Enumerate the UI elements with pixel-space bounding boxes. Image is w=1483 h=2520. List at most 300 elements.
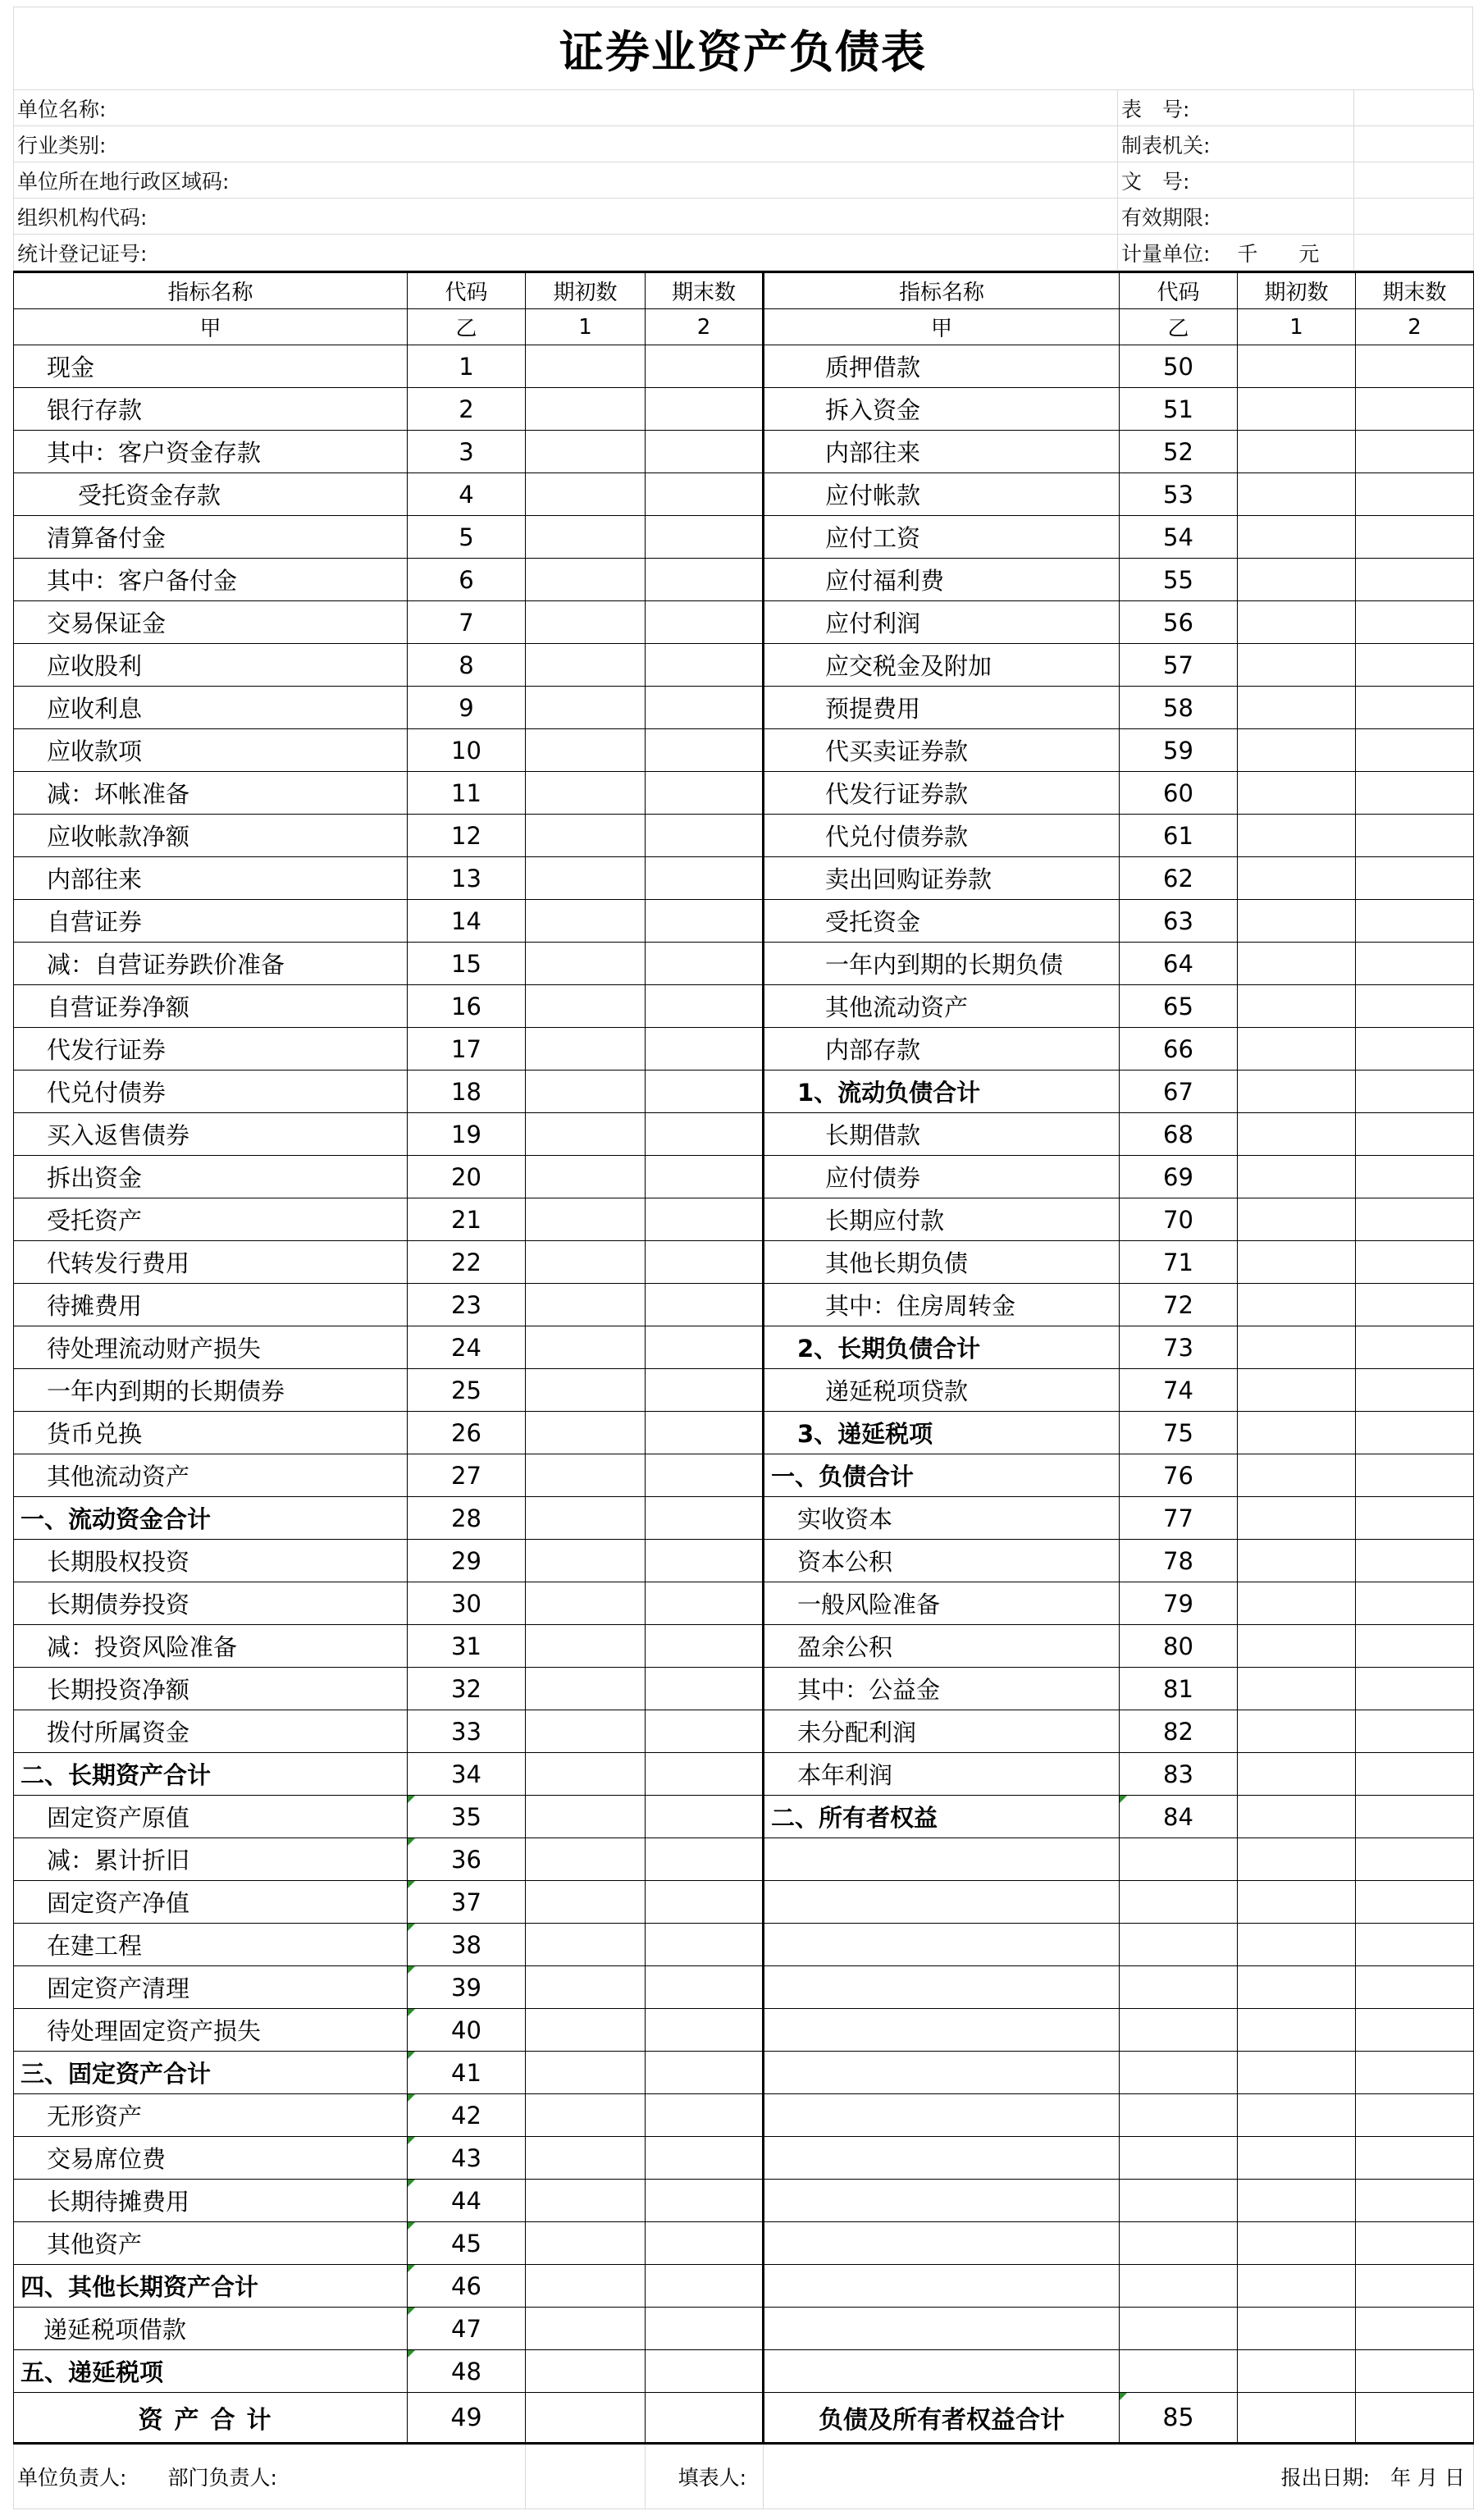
- left-end-value[interactable]: [646, 1284, 764, 1326]
- table-row: [14, 1796, 1474, 1838]
- left-begin-value[interactable]: [526, 1625, 646, 1668]
- right-begin-value[interactable]: [1238, 900, 1356, 943]
- left-indicator-code: 28: [408, 1497, 526, 1540]
- table-row: [14, 2052, 1474, 2094]
- right-begin-value[interactable]: [1238, 1198, 1356, 1241]
- right-begin-value[interactable]: [1238, 1838, 1356, 1881]
- right-indicator-code: 70: [1120, 1198, 1238, 1241]
- right-end-value[interactable]: [1356, 345, 1474, 388]
- right-begin-value[interactable]: [1238, 1113, 1356, 1156]
- right-begin-value[interactable]: [1238, 687, 1356, 729]
- unit-of-measure-value[interactable]: [1354, 235, 1474, 271]
- right-end-value[interactable]: [1356, 1284, 1474, 1326]
- right-indicator-code: 66: [1120, 1028, 1238, 1071]
- left-end-value[interactable]: [646, 1710, 764, 1753]
- right-end-value[interactable]: [1356, 1156, 1474, 1198]
- left-end-value[interactable]: [646, 985, 764, 1028]
- right-end-value[interactable]: [1356, 985, 1474, 1028]
- right-indicator-name: 实收资本: [764, 1497, 1120, 1540]
- left-indicator-code: 31: [408, 1625, 526, 1668]
- left-end-value[interactable]: [646, 1625, 764, 1668]
- left-begin-value[interactable]: [526, 2265, 646, 2308]
- left-indicator-name: 三、固定资产合计: [14, 2052, 408, 2094]
- left-end-value[interactable]: [646, 1326, 764, 1369]
- left-begin-value[interactable]: [526, 1326, 646, 1369]
- left-begin-value[interactable]: [526, 1668, 646, 1710]
- table-row: [14, 900, 1474, 943]
- right-end-value[interactable]: [1356, 2180, 1474, 2222]
- table-row: [14, 559, 1474, 601]
- right-end-value[interactable]: [1356, 900, 1474, 943]
- right-begin-value[interactable]: [1238, 2137, 1356, 2180]
- right-end-value[interactable]: [1356, 2308, 1474, 2350]
- right-end-value[interactable]: [1356, 772, 1474, 815]
- right-empty-code: [1120, 2180, 1238, 2222]
- left-begin-value[interactable]: [526, 1796, 646, 1838]
- right-end-value[interactable]: [1356, 1198, 1474, 1241]
- right-begin-value[interactable]: [1238, 388, 1356, 431]
- left-end-value[interactable]: [646, 2222, 764, 2265]
- left-begin-value[interactable]: [526, 559, 646, 601]
- left-indicator-name: 减：投资风险准备: [14, 1625, 408, 1668]
- right-empty-code: [1120, 2094, 1238, 2137]
- left-end-value[interactable]: [646, 516, 764, 559]
- left-indicator-name: 其他资产: [14, 2222, 408, 2265]
- right-begin-value[interactable]: [1238, 2350, 1356, 2393]
- left-end-value[interactable]: [646, 388, 764, 431]
- left-indicator-name: 现金: [14, 345, 408, 388]
- left-begin-value[interactable]: [526, 1540, 646, 1582]
- right-end-value[interactable]: [1356, 2350, 1474, 2393]
- left-indicator-name: 自营证券: [14, 900, 408, 943]
- left-begin-value[interactable]: [526, 1028, 646, 1071]
- table-row: [14, 1710, 1474, 1753]
- table-row: [14, 516, 1474, 559]
- right-end-value[interactable]: [1356, 431, 1474, 473]
- left-begin-value[interactable]: [526, 1198, 646, 1241]
- right-begin-value[interactable]: [1238, 1028, 1356, 1071]
- right-indicator-code: 61: [1120, 815, 1238, 857]
- total-assets-label: 资产合计: [14, 2393, 408, 2444]
- left-indicator-name: 内部往来: [14, 857, 408, 900]
- unit-name-field[interactable]: 单位名称:: [14, 90, 1118, 126]
- left-indicator-code: 14: [408, 900, 526, 943]
- right-indicator-code: 65: [1120, 985, 1238, 1028]
- table-row: [14, 772, 1474, 815]
- table-row: [14, 1625, 1474, 1668]
- left-begin-value[interactable]: [526, 1454, 646, 1497]
- left-end-value[interactable]: [646, 1582, 764, 1625]
- right-end-value[interactable]: [1356, 1241, 1474, 1284]
- right-begin-value[interactable]: [1238, 2222, 1356, 2265]
- right-end-value[interactable]: [1356, 644, 1474, 687]
- left-end-value[interactable]: [646, 1838, 764, 1881]
- left-begin-value[interactable]: [526, 644, 646, 687]
- right-end-value[interactable]: [1356, 1540, 1474, 1582]
- right-end-value[interactable]: [1356, 1753, 1474, 1796]
- right-empty-code: [1120, 2350, 1238, 2393]
- table-row: [14, 2137, 1474, 2180]
- total-liabilities-equity-end[interactable]: [1356, 2393, 1474, 2444]
- right-end-value[interactable]: [1356, 601, 1474, 644]
- right-begin-value[interactable]: [1238, 1966, 1356, 2009]
- left-indicator-code: 41: [408, 2052, 526, 2094]
- right-end-value[interactable]: [1356, 2094, 1474, 2137]
- left-end-value[interactable]: [646, 1454, 764, 1497]
- left-indicator-name: 一、流动资金合计: [14, 1497, 408, 1540]
- right-indicator-name: 长期应付款: [764, 1198, 1120, 1241]
- right-end-value[interactable]: [1356, 2009, 1474, 2052]
- left-indicator-code: 43: [408, 2137, 526, 2180]
- right-end-value[interactable]: [1356, 2137, 1474, 2180]
- left-end-value[interactable]: [646, 857, 764, 900]
- right-indicator-code: 60: [1120, 772, 1238, 815]
- left-indicator-name: 固定资产清理: [14, 1966, 408, 2009]
- left-begin-value[interactable]: [526, 1071, 646, 1113]
- right-begin-value[interactable]: [1238, 601, 1356, 644]
- issuer-field[interactable]: 制表机关:: [1118, 126, 1354, 162]
- table-row: [14, 1497, 1474, 1540]
- right-begin-value[interactable]: [1238, 644, 1356, 687]
- right-begin-value[interactable]: [1238, 1625, 1356, 1668]
- right-end-value[interactable]: [1356, 559, 1474, 601]
- valid-until-field[interactable]: 有效期限:: [1118, 199, 1354, 235]
- left-begin-value[interactable]: [526, 1241, 646, 1284]
- right-begin-value[interactable]: [1238, 943, 1356, 985]
- stat-registration-field[interactable]: 统计登记证号:: [14, 235, 1118, 271]
- right-end-value[interactable]: [1356, 516, 1474, 559]
- left-begin-value[interactable]: [526, 388, 646, 431]
- right-begin-value[interactable]: [1238, 1326, 1356, 1369]
- left-end-value[interactable]: [646, 431, 764, 473]
- left-indicator-name: 自营证券净额: [14, 985, 408, 1028]
- left-end-value[interactable]: [646, 1796, 764, 1838]
- left-indicator-name: 固定资产原值: [14, 1796, 408, 1838]
- org-code-field[interactable]: 组织机构代码:: [14, 199, 1118, 235]
- right-begin-value[interactable]: [1238, 516, 1356, 559]
- left-begin-value[interactable]: [526, 1710, 646, 1753]
- right-begin-value[interactable]: [1238, 1071, 1356, 1113]
- left-end-value[interactable]: [646, 1412, 764, 1454]
- left-end-value[interactable]: [646, 1241, 764, 1284]
- table-row: [14, 1412, 1474, 1454]
- left-indicator-name: 其中：客户备付金: [14, 559, 408, 601]
- left-end-value[interactable]: [646, 1966, 764, 2009]
- left-end-value[interactable]: [646, 2265, 764, 2308]
- right-end-value[interactable]: [1356, 943, 1474, 985]
- right-begin-value[interactable]: [1238, 1454, 1356, 1497]
- left-indicator-code: 12: [408, 815, 526, 857]
- left-indicator-code: 48: [408, 2350, 526, 2393]
- right-empty-name: [764, 2350, 1120, 2393]
- right-indicator-name: 未分配利润: [764, 1710, 1120, 1753]
- left-begin-value[interactable]: [526, 1497, 646, 1540]
- right-end-value[interactable]: [1356, 729, 1474, 772]
- total-assets-begin[interactable]: [526, 2393, 646, 2444]
- left-indicator-code: 47: [408, 2308, 526, 2350]
- right-indicator-code: 64: [1120, 943, 1238, 985]
- left-begin-value[interactable]: [526, 2180, 646, 2222]
- right-begin-value[interactable]: [1238, 473, 1356, 516]
- right-begin-value[interactable]: [1238, 1924, 1356, 1966]
- right-empty-code: [1120, 2308, 1238, 2350]
- left-end-value[interactable]: [646, 345, 764, 388]
- left-end-value[interactable]: [646, 900, 764, 943]
- left-begin-value[interactable]: [526, 345, 646, 388]
- left-begin-value[interactable]: [526, 1412, 646, 1454]
- right-begin-value[interactable]: [1238, 1284, 1356, 1326]
- right-empty-name: [764, 2308, 1120, 2350]
- left-begin-value[interactable]: [526, 772, 646, 815]
- left-end-value[interactable]: [646, 1924, 764, 1966]
- right-end-value[interactable]: [1356, 2265, 1474, 2308]
- valid-until-value[interactable]: [1354, 199, 1474, 235]
- right-indicator-code: 73: [1120, 1326, 1238, 1369]
- left-end-value[interactable]: [646, 1113, 764, 1156]
- right-begin-value[interactable]: [1238, 1497, 1356, 1540]
- right-begin-value[interactable]: [1238, 345, 1356, 388]
- left-indicator-name: 银行存款: [14, 388, 408, 431]
- left-end-value[interactable]: [646, 473, 764, 516]
- left-end-value[interactable]: [646, 943, 764, 985]
- right-begin-value[interactable]: [1238, 2009, 1356, 2052]
- right-begin-value[interactable]: [1238, 1796, 1356, 1838]
- left-end-value[interactable]: [646, 2052, 764, 2094]
- document-number-value[interactable]: [1354, 162, 1474, 199]
- left-begin-value[interactable]: [526, 2137, 646, 2180]
- left-indicator-name: 应收帐款净额: [14, 815, 408, 857]
- left-begin-value[interactable]: [526, 2308, 646, 2350]
- right-end-value[interactable]: [1356, 2052, 1474, 2094]
- header-code-right: 代码: [1120, 272, 1238, 309]
- table-row: [14, 1284, 1474, 1326]
- right-indicator-name: 一般风险准备: [764, 1582, 1120, 1625]
- left-end-value[interactable]: [646, 1881, 764, 1924]
- right-end-value[interactable]: [1356, 1625, 1474, 1668]
- left-end-value[interactable]: [646, 815, 764, 857]
- left-indicator-code: 24: [408, 1326, 526, 1369]
- report-date-label[interactable]: 报出日期: 年 月 日: [764, 2445, 1474, 2509]
- left-begin-value[interactable]: [526, 2222, 646, 2265]
- right-end-value[interactable]: [1356, 1071, 1474, 1113]
- table-row: [14, 2265, 1474, 2308]
- right-end-value[interactable]: [1356, 1369, 1474, 1412]
- dept-head-label: 部门负责人:: [167, 2466, 277, 2490]
- left-indicator-code: 42: [408, 2094, 526, 2137]
- right-begin-value[interactable]: [1238, 2180, 1356, 2222]
- table-row: [14, 857, 1474, 900]
- right-end-value[interactable]: [1356, 1966, 1474, 2009]
- left-end-value[interactable]: [646, 687, 764, 729]
- right-begin-value[interactable]: [1238, 857, 1356, 900]
- header-begin-balance-right: 期初数: [1238, 272, 1356, 309]
- left-end-value[interactable]: [646, 601, 764, 644]
- left-indicator-name: 代兑付债券: [14, 1071, 408, 1113]
- right-end-value[interactable]: [1356, 1412, 1474, 1454]
- left-begin-value[interactable]: [526, 815, 646, 857]
- left-end-value[interactable]: [646, 1369, 764, 1412]
- right-indicator-name: 其他流动资产: [764, 985, 1120, 1028]
- right-empty-name: [764, 1838, 1120, 1881]
- left-begin-value[interactable]: [526, 2350, 646, 2393]
- right-end-value[interactable]: [1356, 687, 1474, 729]
- form-number-value[interactable]: [1354, 90, 1474, 126]
- left-end-value[interactable]: [646, 559, 764, 601]
- total-assets-end[interactable]: [646, 2393, 764, 2444]
- left-end-value[interactable]: [646, 644, 764, 687]
- left-end-value[interactable]: [646, 2350, 764, 2393]
- left-begin-value[interactable]: [526, 1881, 646, 1924]
- responsible-persons[interactable]: [14, 2445, 526, 2509]
- right-indicator-code: 63: [1120, 900, 1238, 943]
- right-begin-value[interactable]: [1238, 2052, 1356, 2094]
- left-begin-value[interactable]: [526, 900, 646, 943]
- document-number-field[interactable]: 文 号:: [1118, 162, 1354, 199]
- right-end-value[interactable]: [1356, 1710, 1474, 1753]
- right-begin-value[interactable]: [1238, 1881, 1356, 1924]
- unit-head-label: 单位负责人:: [17, 2466, 127, 2490]
- right-end-value[interactable]: [1356, 1881, 1474, 1924]
- right-end-value[interactable]: [1356, 473, 1474, 516]
- left-end-value[interactable]: [646, 1668, 764, 1710]
- header-begin-balance: 期初数: [526, 272, 646, 309]
- left-end-value[interactable]: [646, 1198, 764, 1241]
- region-code-field[interactable]: 单位所在地行政区域码:: [14, 162, 1118, 199]
- right-begin-value[interactable]: [1238, 1582, 1356, 1625]
- right-indicator-code: 74: [1120, 1369, 1238, 1412]
- left-indicator-name: 应收款项: [14, 729, 408, 772]
- index-begin-right: 1: [1238, 309, 1356, 345]
- right-begin-value[interactable]: [1238, 815, 1356, 857]
- industry-field[interactable]: 行业类别:: [14, 126, 1118, 162]
- left-begin-value[interactable]: [526, 516, 646, 559]
- right-indicator-name: 应付利润: [764, 601, 1120, 644]
- total-liabilities-equity-label: 负债及所有者权益合计: [764, 2393, 1120, 2444]
- right-indicator-name: 代兑付债券款: [764, 815, 1120, 857]
- right-end-value[interactable]: [1356, 1326, 1474, 1369]
- right-indicator-code: 82: [1120, 1710, 1238, 1753]
- left-begin-value[interactable]: [526, 1113, 646, 1156]
- left-end-value[interactable]: [646, 2180, 764, 2222]
- table-row: [14, 1668, 1474, 1710]
- right-begin-value[interactable]: [1238, 1412, 1356, 1454]
- left-begin-value[interactable]: [526, 601, 646, 644]
- unit-of-measure-field[interactable]: 计量单位: 千 元: [1118, 235, 1354, 271]
- left-begin-value[interactable]: [526, 1838, 646, 1881]
- left-begin-value[interactable]: [526, 1284, 646, 1326]
- left-end-value[interactable]: [646, 1028, 764, 1071]
- filler-label[interactable]: 填表人:: [646, 2445, 764, 2509]
- left-end-value[interactable]: [646, 2009, 764, 2052]
- left-begin-value[interactable]: [526, 2052, 646, 2094]
- right-begin-value[interactable]: [1238, 1241, 1356, 1284]
- column-header-row: [14, 272, 1474, 309]
- left-end-value[interactable]: [646, 1071, 764, 1113]
- left-end-value[interactable]: [646, 1753, 764, 1796]
- left-begin-value[interactable]: [526, 985, 646, 1028]
- left-begin-value[interactable]: [526, 1582, 646, 1625]
- left-end-value[interactable]: [646, 1497, 764, 1540]
- table-row: [14, 1326, 1474, 1369]
- left-indicator-code: 29: [408, 1540, 526, 1582]
- right-begin-value[interactable]: [1238, 559, 1356, 601]
- right-begin-value[interactable]: [1238, 2094, 1356, 2137]
- left-end-value[interactable]: [646, 2308, 764, 2350]
- left-begin-value[interactable]: [526, 2009, 646, 2052]
- right-end-value[interactable]: [1356, 1796, 1474, 1838]
- table-row: [14, 1369, 1474, 1412]
- right-begin-value[interactable]: [1238, 729, 1356, 772]
- right-begin-value[interactable]: [1238, 1753, 1356, 1796]
- footer-blank-cell[interactable]: [526, 2445, 646, 2509]
- left-begin-value[interactable]: [526, 1369, 646, 1412]
- right-end-value[interactable]: [1356, 1497, 1474, 1540]
- right-end-value[interactable]: [1356, 1838, 1474, 1881]
- table-row: [14, 1198, 1474, 1241]
- right-begin-value[interactable]: [1238, 1710, 1356, 1753]
- table-row: [14, 345, 1474, 388]
- left-indicator-code: 19: [408, 1113, 526, 1156]
- right-begin-value[interactable]: [1238, 1156, 1356, 1198]
- left-begin-value[interactable]: [526, 1156, 646, 1198]
- left-end-value[interactable]: [646, 2094, 764, 2137]
- left-begin-value[interactable]: [526, 1924, 646, 1966]
- right-indicator-code: 58: [1120, 687, 1238, 729]
- right-end-value[interactable]: [1356, 1668, 1474, 1710]
- form-number-field[interactable]: 表 号:: [1118, 90, 1354, 126]
- left-begin-value[interactable]: [526, 857, 646, 900]
- left-indicator-code: 17: [408, 1028, 526, 1071]
- left-indicator-name: 交易席位费: [14, 2137, 408, 2180]
- right-begin-value[interactable]: [1238, 1668, 1356, 1710]
- left-end-value[interactable]: [646, 1156, 764, 1198]
- right-begin-value[interactable]: [1238, 1540, 1356, 1582]
- right-begin-value[interactable]: [1238, 431, 1356, 473]
- right-end-value[interactable]: [1356, 815, 1474, 857]
- right-indicator-name: 预提费用: [764, 687, 1120, 729]
- right-begin-value[interactable]: [1238, 772, 1356, 815]
- column-index-row: [14, 309, 1474, 345]
- right-end-value[interactable]: [1356, 2222, 1474, 2265]
- left-begin-value[interactable]: [526, 943, 646, 985]
- right-end-value[interactable]: [1356, 1582, 1474, 1625]
- right-end-value[interactable]: [1356, 1113, 1474, 1156]
- right-end-value[interactable]: [1356, 1924, 1474, 1966]
- right-end-value[interactable]: [1356, 1028, 1474, 1071]
- left-end-value[interactable]: [646, 1540, 764, 1582]
- right-begin-value[interactable]: [1238, 2265, 1356, 2308]
- left-begin-value[interactable]: [526, 687, 646, 729]
- right-end-value[interactable]: [1356, 857, 1474, 900]
- left-begin-value[interactable]: [526, 2094, 646, 2137]
- left-end-value[interactable]: [646, 729, 764, 772]
- right-indicator-name: 一、负债合计: [764, 1454, 1120, 1497]
- right-begin-value[interactable]: [1238, 2308, 1356, 2350]
- left-end-value[interactable]: [646, 772, 764, 815]
- right-begin-value[interactable]: [1238, 985, 1356, 1028]
- left-begin-value[interactable]: [526, 473, 646, 516]
- left-begin-value[interactable]: [526, 1966, 646, 2009]
- right-end-value[interactable]: [1356, 1454, 1474, 1497]
- left-begin-value[interactable]: [526, 1753, 646, 1796]
- left-end-value[interactable]: [646, 2137, 764, 2180]
- right-end-value[interactable]: [1356, 388, 1474, 431]
- right-begin-value[interactable]: [1238, 1369, 1356, 1412]
- issuer-value[interactable]: [1354, 126, 1474, 162]
- left-begin-value[interactable]: [526, 729, 646, 772]
- total-liabilities-equity-begin[interactable]: [1238, 2393, 1356, 2444]
- left-begin-value[interactable]: [526, 431, 646, 473]
